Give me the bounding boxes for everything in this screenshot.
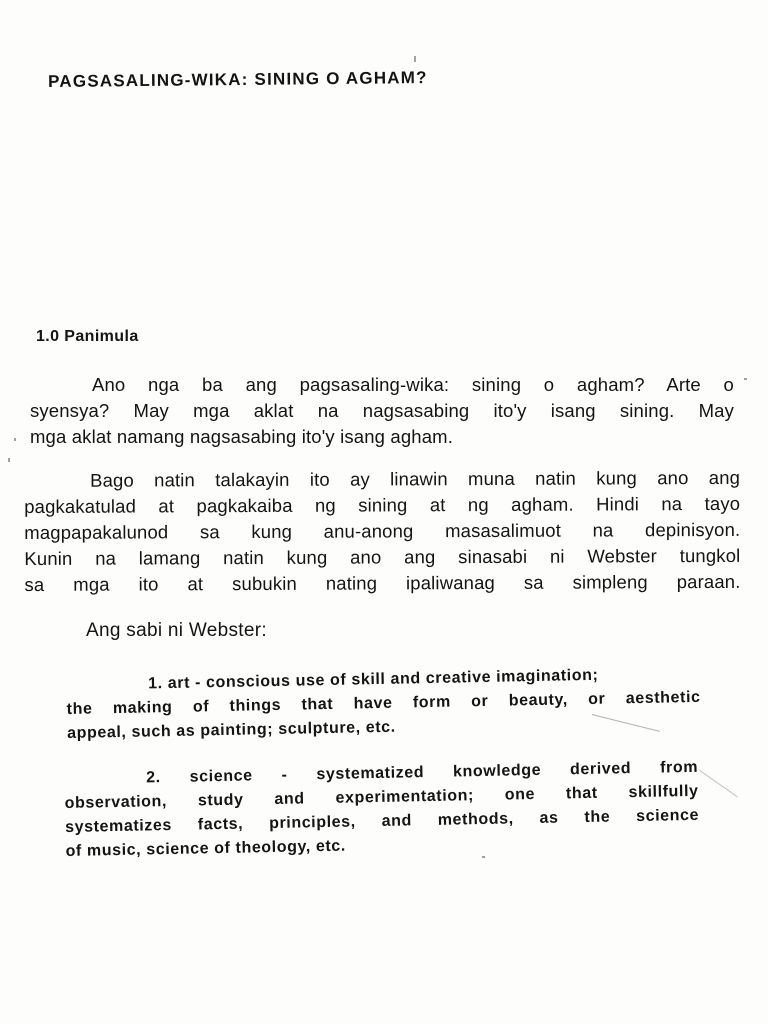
scan-artifact — [482, 856, 485, 858]
scan-artifact — [8, 458, 10, 462]
paragraph-line: magpapakalunod sa kung anu-anong masasalimuot na depinisyon. — [24, 518, 741, 543]
document-title: PAGSASALING-WIKA: SINING O AGHAM? — [48, 68, 428, 91]
definition-line: the making of things that have form or beauty, or aesthetic — [66, 688, 701, 718]
paragraph-line: syensya? May mga aklat na nagsasabing ito'y isang sining. May — [30, 400, 734, 421]
paragraph-line: mga aklat namang nagsasabing ito'y isang agham. — [30, 426, 453, 447]
definition-line: observation, study and experimentation; one that skillfully — [64, 782, 699, 812]
scan-artifact — [744, 378, 747, 380]
paragraph-line: Ano nga ba ang pagsasaling-wika: sining o agham? Arte o — [92, 374, 734, 395]
scan-artifact — [699, 770, 737, 797]
scan-artifact — [414, 56, 416, 62]
paragraph-context — [24, 465, 745, 598]
paragraph-introduction — [30, 372, 740, 450]
scan-artifact — [14, 438, 16, 441]
paragraph-line: sa mga ito at subukin nating ipaliwanag sa simpleng paraan. — [24, 570, 741, 595]
definition-line: systematizes facts, principles, and methods, as the science — [64, 806, 700, 836]
paragraph-line: pagkakatulad at pagkakaiba ng sining at ng agham. Hindi na tayo — [24, 492, 741, 517]
paragraph-line: Kunin na lamang natin kung ano ang sinasabi ni Webster tungkol — [24, 544, 741, 569]
definition-science — [64, 756, 706, 864]
definition-line: 2. science - systematized knowledge derived from — [146, 758, 699, 787]
webster-heading: Ang sabi ni Webster: — [86, 620, 267, 641]
definition-line: of music, science of theology, etc. — [65, 837, 347, 860]
definition-line: 1. art - conscious use of skill and creative imagination; — [148, 666, 599, 693]
paragraph-line: Bago natin talakayin ito ay linawin muna natin kung ano ang — [90, 466, 741, 491]
section-heading: 1.0 Panimula — [36, 328, 139, 345]
definition-line: appeal, such as painting; sculpture, etc. — [66, 718, 396, 742]
definition-art — [66, 662, 707, 746]
